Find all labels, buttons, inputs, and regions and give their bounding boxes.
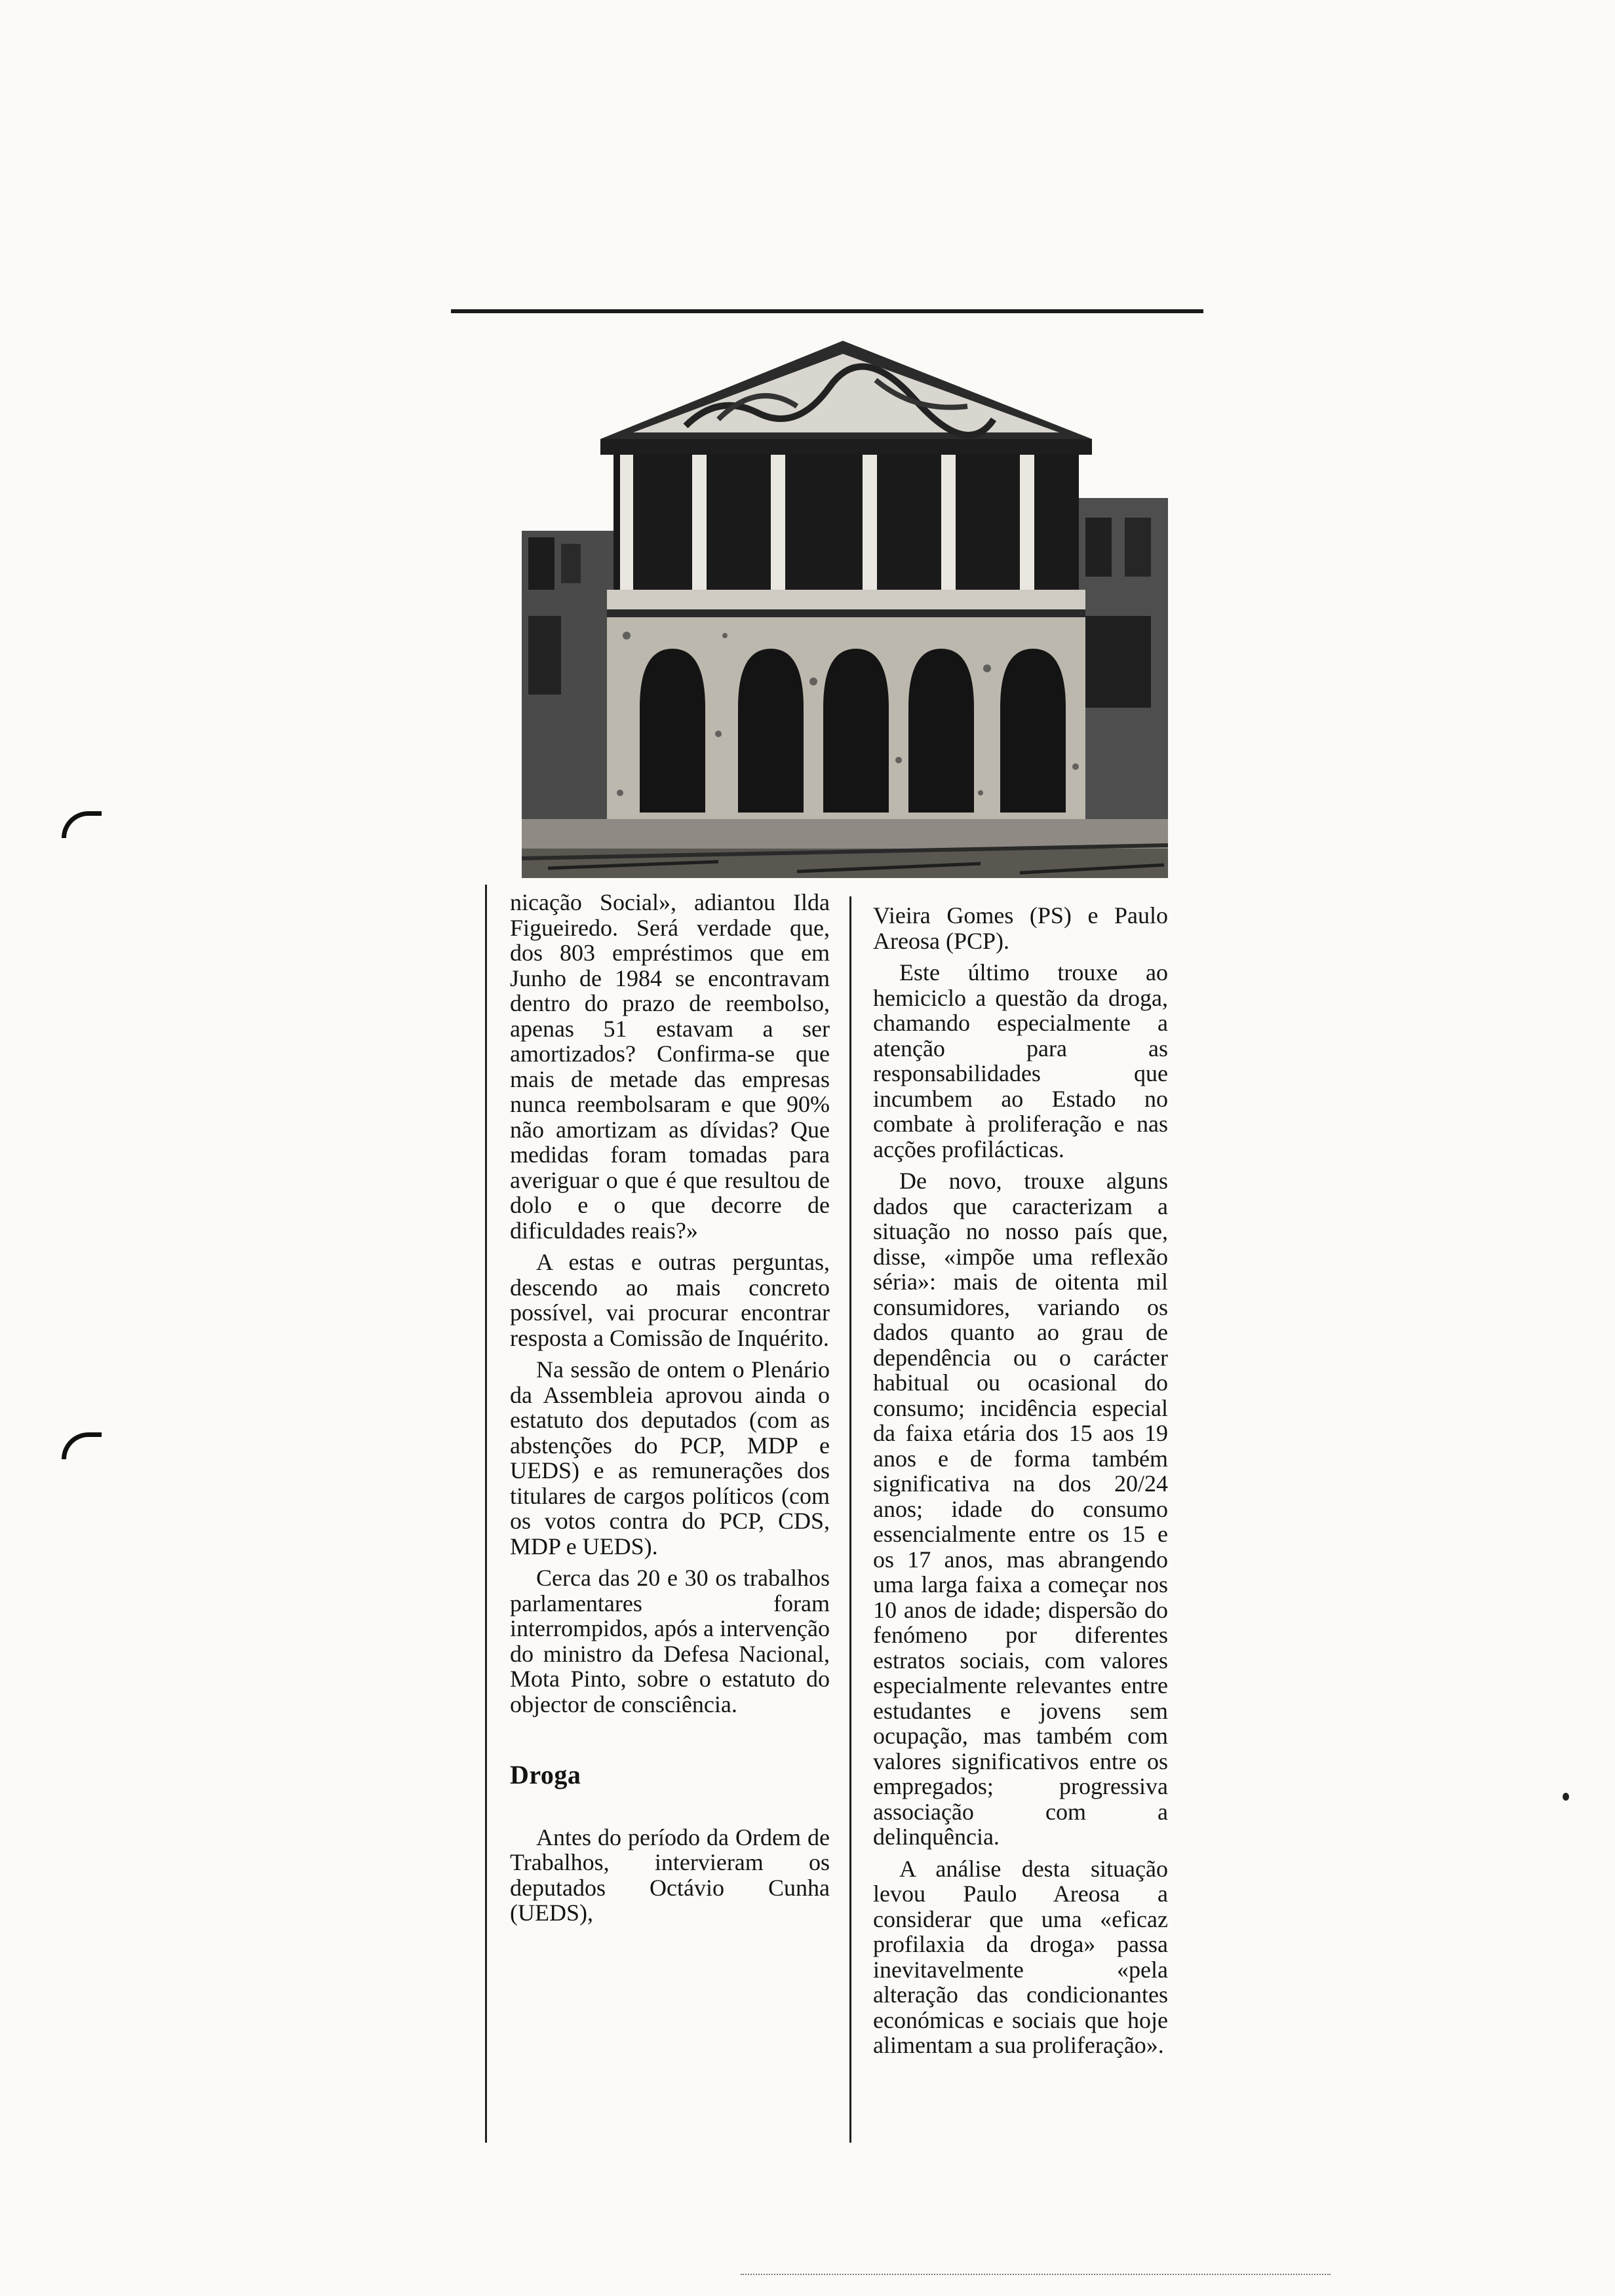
left-paragraph-5: Antes do período da Ordem de Trabalhos, intervieram os deputados Octávio Cunha (UEDS),: [510, 1824, 830, 1926]
right-paragraph-2: Este último trouxe ao hemiciclo a questão da droga, chamando especialmente a atenção para as responsabilidades que incumbem ao Estado no combate à proliferação e nas acções profilácticas.: [873, 959, 1168, 1162]
binding-mark-icon: [62, 811, 102, 838]
section-subhead: Droga: [510, 1760, 581, 1789]
left-paragraph-3: Na sessão de ontem o Plenário da Assembleia aprovou ainda o estatuto dos deputados (com as abstenções do PCP, MDP e UEDS) e as remunerações dos titulares de cargos políticos (com os votos contra do PCP, CDS, MDP e UEDS).: [510, 1356, 830, 1559]
left-paragraph-4: Cerca das 20 e 30 os trabalhos parlamentares foram interrompidos, após a intervenção do ministro da Defesa Nacional, Mota Pinto, sobre o estatuto do objector de consciência.: [510, 1565, 830, 1717]
speck-dot: [1563, 1793, 1569, 1801]
binding-mark-icon: [62, 1432, 102, 1459]
top-rule: [451, 309, 1203, 313]
left-column: [510, 890, 830, 1926]
right-paragraph-1: Vieira Gomes (PS) e Paulo Areosa (PCP).: [873, 902, 1168, 954]
palace-building-icon: [522, 341, 1168, 878]
building-photo: [522, 341, 1168, 878]
bottom-dotted-rule: [741, 2274, 1331, 2276]
left-paragraph-1: nicação Social», adiantou Ilda Figueiredo. Será verdade que, dos 803 empréstimos que em Junho de 1984 se encontravam dentro do prazo de reembolso, apenas 51 estavam a ser amortizados? Confirma-se que mais de metade das empresas nunca reembolsaram e que 90% não amortizam as dívidas? Que medidas foram tomadas para averiguar o que é que resultou de dolo e o que decorre de dificuldades reais?»: [510, 889, 830, 1244]
right-paragraph-4: A análise desta situação levou Paulo Areosa a considerar que uma «eficaz profilaxia da droga» passa inevitavelmente «pela alteração das condicionantes económicas e sociais que hoje alimentam a sua proliferação».: [873, 1855, 1168, 2058]
right-column: [873, 903, 1168, 2058]
left-paragraph-2: A estas e outras perguntas, descendo ao mais concreto possível, vai procurar encontrar resposta a Comissão de Inquérito.: [510, 1249, 830, 1351]
column-rule-left: [485, 885, 487, 2143]
column-rule-right: [849, 896, 851, 2143]
right-paragraph-3: De novo, trouxe alguns dados que caracterizam a situação no nosso país que, disse, «impõe uma reflexão séria»: mais de oitenta mil consumidores, variando os dados quanto ao grau de dependência ou o carácter habitual ou ocasional do consumo; incidência especial da faixa etária dos 15 aos 19 anos e de forma também significativa na dos 20/24 anos; idade do consumo essencialmente entre os 15 e os 17 anos, mas abrangendo uma larga faixa a começar nos 10 anos de idade; dispersão do fenómeno por diferentes estratos sociais, com valores especialmente relevantes entre estudantes e jovens sem ocupação, mas também com valores significativos entre os empregados; progressiva associação com a delinquência.: [873, 1168, 1168, 1850]
